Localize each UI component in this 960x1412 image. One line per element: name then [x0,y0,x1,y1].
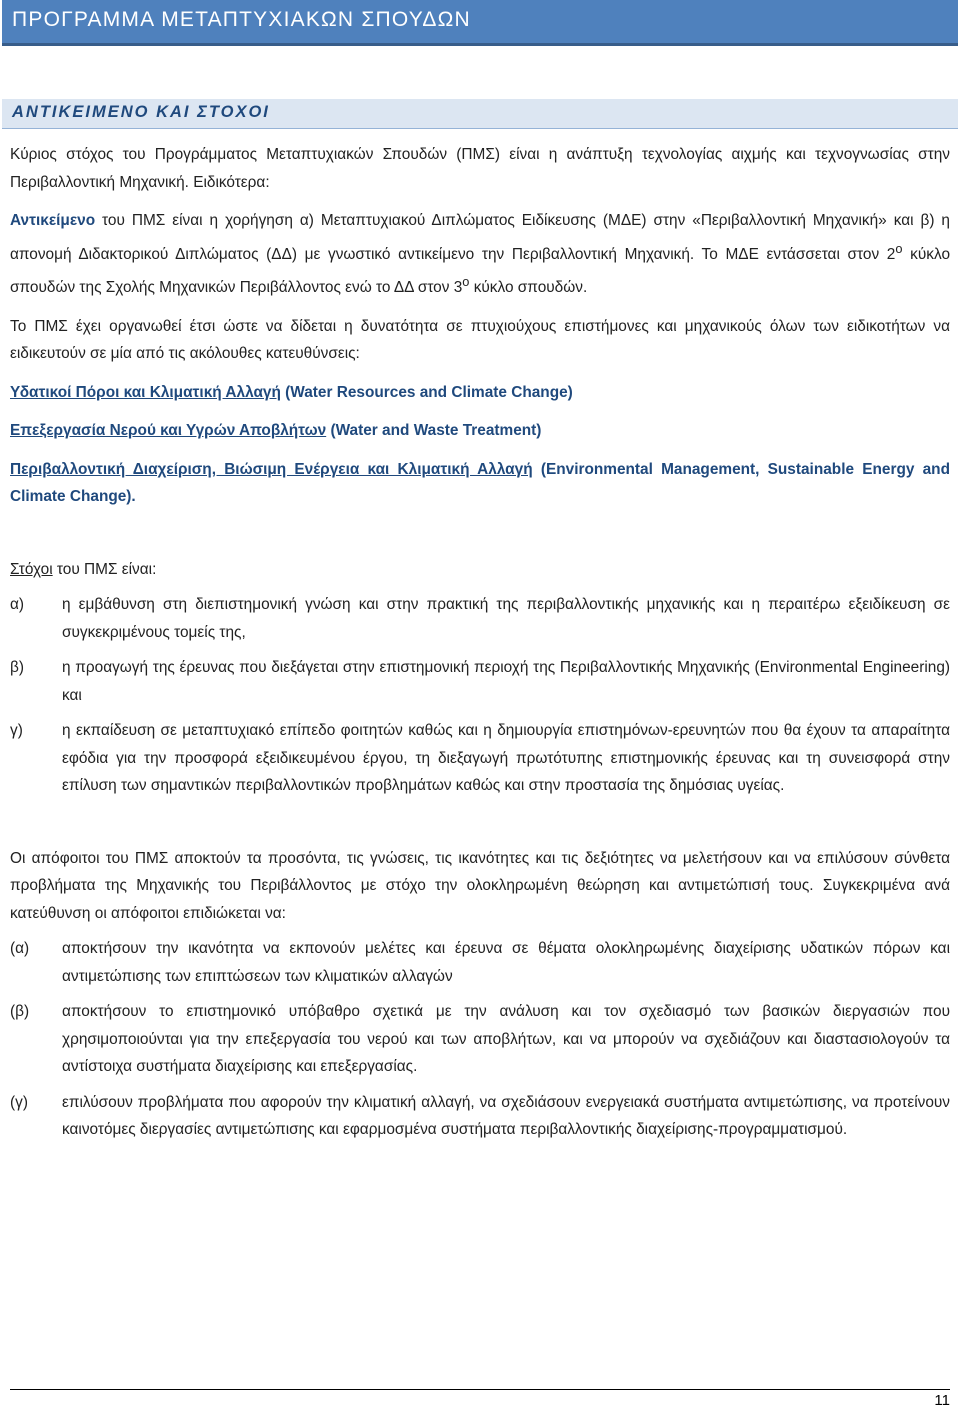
organization-paragraph: Το ΠΜΣ έχει οργανωθεί έτσι ώστε να δίδεται η δυνατότητα σε πτυχιούχους επιστήμονες και μηχανικούς όλων των ειδικοτήτων να ειδικευτούν σε μία από τις ακόλουθες κατευθύνσεις: [10,317,950,363]
direction-item: Επεξεργασία Νερού και Υγρών Αποβλήτων (Water and Waste Treatment) [10,422,542,440]
goals-lead: Στόχοι [10,560,53,578]
section-title: ΑΝΤΙΚΕΙΜΕΝΟ ΚΑΙ ΣΤΟΧΟΙ [12,103,270,121]
goals-heading: Στόχοι του ΠΜΣ είναι: [10,560,157,578]
graduate-outcome-item: (γ) επιλύσουν προβλήματα που αφορούν την κλιματική αλλαγή, να σχεδιάσουν ενεργειακά συστήματα αντιμετώπισης, να προτείνουν καινοτόμες διεργασίες αντιμετώπισης και εφαρμοσμένα συστήματα περιβαλλοντικής διαχείρισης-προγραμματισμού. [10,1093,950,1139]
intro-paragraph: Κύριος στόχος του Προγράμματος Μεταπτυχιακών Σπουδών (ΠΜΣ) είναι η ανάπτυξη τεχνολογίας αιχμής και τεχνογνωσίας στην Περιβαλλοντική Μηχανική. Ειδικότερα: [10,146,950,191]
main-content [10,141,950,1144]
footer-divider [10,1389,950,1390]
program-title: ΠΡΟΓΡΑΜΜΑ ΜΕΤΑΠΤΥΧΙΑΚΩΝ ΣΠΟΥΔΩΝ [12,8,471,31]
subject-paragraph: Αντικείμενο του ΠΜΣ είναι η χορήγηση α) Μεταπτυχιακού Διπλώματος Ειδίκευσης (ΜΔΕ) στην «Περιβαλλοντική Μηχανική» και β) η απονομή Διδακτορικού Διπλώματος (ΔΔ) με γνωστικό αντικείμενο την Περιβαλλοντική Μηχανική. Το ΜΔΕ εντάσσεται στον $2^o$ κύκλο σπουδών της Σχολής Μηχανικών Περιβάλλοντος ενώ το ΔΔ στον $3^o$ κύκλο σπουδών. [10,212,951,297]
graduates-paragraph: Οι απόφοιτοι του ΠΜΣ αποκτούν τα προσόντα, τις γνώσεις, τις ικανότητες και τις δεξιότητες να μελετήσουν και να επιλύσουν σύνθετα προβλήματα της Μηχανικής του Περιβάλλοντος με στόχο την ολοκληρωμένη θεώρηση και αντιμετώπισή τους. Συγκεκριμένα ανά κατεύθυνση οι απόφοιτοι επιδιώκεται να: [10,849,950,922]
subject-lead: Αντικείμενο [10,212,96,229]
goal-item: β) η προαγωγή της έρευνας που διεξάγεται στην επιστημονική περιοχή της Περιβαλλοντικής Μηχανικής (Environmental Engineering) και [10,659,950,704]
graduate-outcome-item: (α) αποκτήσουν την ικανότητα να εκπονούν μελέτες και έρευνα σε θέματα ολοκληρωμένης διαχείρισης υδατικών πόρων και αντιμετώπισης των επιπτώσεων των κλιματικών αλλαγών [10,940,950,985]
goal-item: α) η εμβάθυνση στη διεπιστημονική γνώση και στην πρακτική της περιβαλλοντικής μηχανικής και η περαιτέρω εξειδίκευση σε συγκεκριμένους τομείς της, [10,596,950,641]
graduate-outcome-item: (β) αποκτήσουν το επιστημονικό υπόβαθρο σχετικά με την ανάλυση και τον σχεδιασμό των βασικών διεργασιών που χρησιμοποιούνται για την επεξεργασία του νερού και των αποβλήτων, και να μπορούν να σχεδιάζουν και διαστασιολογούν τα αντίστοιχα συστήματα διαχείρισης και επεξεργασίας. [10,1003,950,1076]
program-title-banner [2,0,958,46]
direction-item: Περιβαλλοντική Διαχείριση, Βιώσιμη Ενέργεια και Κλιματική Αλλαγή (Environmental Management, Sustainable Energy and Climate Change). [10,460,950,506]
goal-item: γ) η εκπαίδευση σε μεταπτυχιακό επίπεδο φοιτητών καθώς και η δημιουργία επιστημόνων-ερευνητών που θα έχουν τα απαραίτητα εφόδια για την προσφορά εξειδικευμένου έργου, τη διεξαγωγή πρωτότυπης επιστημονικής έρευνας και τη συνεισφορά στην επίλυση των σημαντικών περιβαλλοντικών προβλημάτων καθώς και στην προστασία της δημόσιας υγείας. [10,722,950,795]
section-header [2,99,958,129]
page-number: 11 [934,1392,950,1409]
direction-item: Υδατικοί Πόροι και Κλιματική Αλλαγή (Water Resources and Climate Change) [10,383,573,401]
